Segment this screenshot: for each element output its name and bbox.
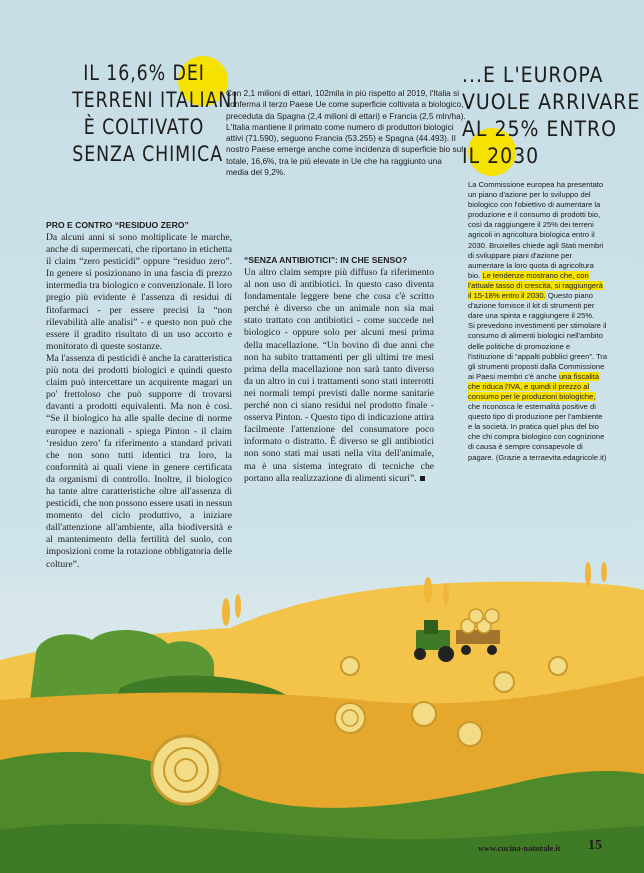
sidebar-paragraph (468, 180, 608, 321)
section-title-residuo-zero: PRO E CONTRO “RESIDUO ZERO” (46, 220, 189, 230)
headline-right-line: IL 2030 (462, 144, 540, 168)
headline-left-line: SENZA CHIMICA (72, 142, 224, 166)
end-of-article-mark (420, 476, 425, 481)
article-column-middle (244, 255, 434, 485)
section-title-antibiotici: “SENZA ANTIBIOTICI”: IN CHE SENSO? (244, 255, 408, 265)
intro-paragraph: Con 2,1 milioni di ettari, 102mila in più rispetto al 2019, l'Italia si conferma il terzo Paese Ue come superficie coltivata a biologico, preceduta da Spagna (2,4 milioni di ettari) e Francia (2,5 mln/ha). L'Italia mantiene il primato come numero di produttori biologici attivi (71.590), seguono Francia (53.255) e Spagna (44.493). Il nostro Paese emerge anche come incidenza di superficie bio sul totale, 16,6%, tra le più elevate in Ue che ha raggiunto una media del 9,2%. (226, 88, 466, 178)
sidebar-text: che riconosca le esternalità positive di questo tipo di produzione per l'ambiente e la società. In pratica quel plus del bio che chi compra biologico con cognizione di causa è sempre consapevole di pagare. (Grazie a terraevita.edagricole.it) (468, 402, 607, 462)
highlighted-text: una fiscalità che riduca l'IVA, e quindi il prezzo al consumo per le produzioni biologiche, (468, 371, 600, 401)
footer-url: www.cucina-naturale.it (478, 844, 561, 853)
headline-right-line: AL 25% ENTRO (462, 117, 618, 141)
paragraph: Da alcuni anni si sono moltiplicate le marche, anche di supermercati, che riportano in etichetta il claim “zero pesticidi” oppure “residuo zero”. In genere si posizionano in una fascia di prezzo intermedia tra biologico e convenzionale. Il loro pregio più evidente è l'assenza di residui di fitofarmaci - per essere precisi la “non rilevabilità alle analisi” - e questo non può che essere il gradito risultato di un uso accorto e monitorato di queste sostanze. (46, 232, 232, 352)
headline-right-line: ...E L'EUROPA (462, 63, 604, 87)
headline-left-line: È COLTIVATO (83, 115, 205, 139)
sidebar-text: Si prevedono investimenti per stimolare il consumo di alimenti biologici nell'ambito delle politiche di promozione e l'istituzione di “appalti pubblici green”. Tra gli strumenti proposti dalla Commissione ai Paesi membri c'è anche (468, 321, 608, 381)
paragraph-text: Un altro claim sempre più diffuso fa riferimento al non uso di antibiotici. In questo caso diventa fondamentale leggere bene che cosa c'è scritto perché è diverso che un animale non sia mai stato trattato con antibiotici - come succede nel biologico - oppure solo per alcuni mesi prima della macellazione. “Un bovino di due anni che non ha subito trattamenti per gli ultimi tre mesi prima della macellazione non sarà tanto diverso da un altro in cui i trattamenti sono stati interrotti nei normali tempi previsti dalle norme sanitarie perché non ci siano residui nel prodotto finale - osserva Pinton. - Questo tipo di indicazione attira facilmente l'attenzione del consumatore poco informato o distratto. È diverso se gli antibiotici non sono stati mai usati nella vita dell'animale, ma è una sistema integrato di tecniche che portano alla realizzazione di alimenti sicuri”. (244, 267, 434, 484)
headline-right (462, 62, 641, 170)
headline-left-line: TERRENI ITALIANI (72, 88, 239, 112)
headline-left-line: IL 16,6% DEI (83, 61, 205, 85)
article-column-left (46, 220, 232, 571)
highlighted-text: Le tendenze mostrano che, con l'attuale tasso di crescita, si raggiungerà il 15-18% entro il 2030. (468, 270, 603, 301)
headline-left (72, 60, 239, 168)
sidebar-column (468, 180, 608, 463)
paragraph (244, 267, 434, 485)
sidebar-text: La Commissione europea ha presentato un piano d'azione per lo sviluppo del biologico con l'obiettivo di aumentare la produzione e il consumo di prodotti bio, così da raggiungere il 25% dei terreni agricoli in agricoltura biologica entro il 2030. Bruxelles chiede agli Stati membri di sviluppare piani d'azione per aumentare la loro quota di agricoltura bio. (468, 180, 604, 280)
sidebar-paragraph (468, 321, 608, 462)
paragraph: Ma l'assenza di pesticidi è anche la caratteristica più nota dei prodotti biologici e quindi questo claim può intercettare un acquirente magari un po' frettoloso che può supporre di trovarsi davanti a prodotti equivalenti. Ma non è così. “Se il biologico ha alle spalle decine di norme europee e nazionali - spiega Pinton - il claim ‘residuo zero’ fa riferimento a standard privati che non sono tutti identici tra loro, la conformità ai quali viene in genere certificata da organismi di controllo. Inoltre, il biologico ha tante altre caratteristiche oltre all'assenza di pesticidi, che non possono essere usati in nessun momento del ciclo produttivo, a iniziare dall'attenzione all'ambiente, alla biodiversità e al mantenimento della fertilità del suolo, con imposizioni come la rotazione obbligatoria delle colture”. (46, 352, 232, 570)
page-number: 15 (588, 838, 602, 853)
headline-right-line: VUOLE ARRIVARE (462, 90, 641, 114)
sidebar-text: Questo piano d'azione fornisce il kit di strumenti per dare una spinta e raggiungere il 25%. (468, 291, 595, 321)
